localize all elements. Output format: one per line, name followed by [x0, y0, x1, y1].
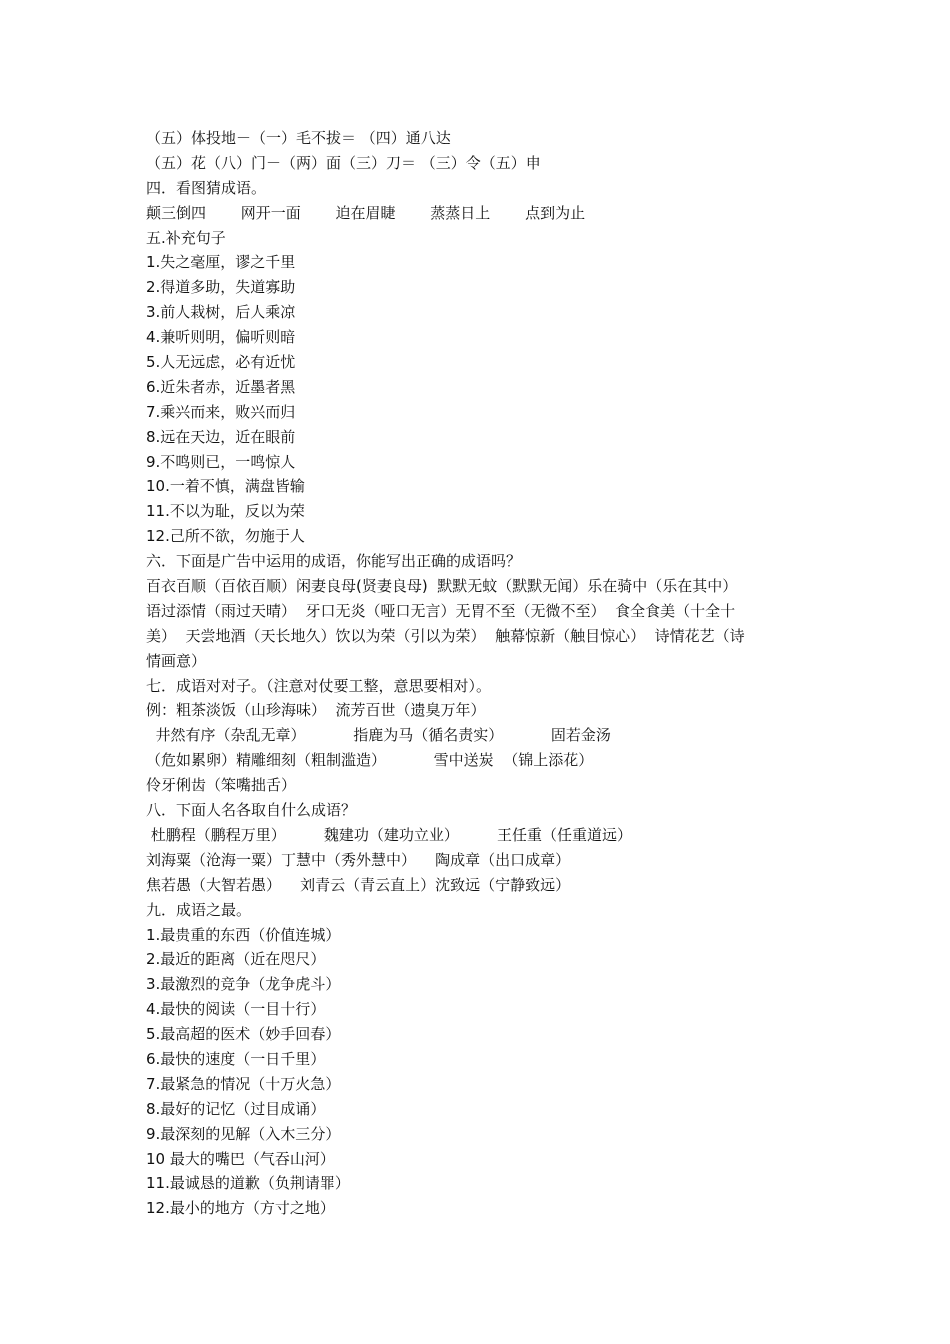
text-line: 4.最快的阅读（一目十行） [146, 1000, 326, 1019]
text-line: 3.前人栽树，后人乘凉 [146, 303, 296, 322]
text-line: 刘海粟（沧海一粟）丁慧中（秀外慧中） 陶成章（出口成章） [146, 850, 571, 869]
text-line: 4.兼听则明，偏听则暗 [146, 328, 296, 347]
text-line: 6.最快的速度（一日千里） [146, 1049, 326, 1068]
document-body [146, 126, 826, 1221]
text-line: 焦若愚（大智若愚） 刘青云（青云直上）沈致远（宁静致远） [146, 875, 571, 894]
text-line: 7.乘兴而来，败兴而归 [146, 402, 296, 421]
text-line: 5.最高超的医术（妙手回春） [146, 1025, 341, 1044]
text-line: 语过添情（雨过天晴） 牙口无炎（哑口无言）无胃不至（无微不至） 食全食美（十全十 [146, 601, 736, 620]
text-line: 2.得道多助，失道寡助 [146, 278, 296, 297]
text-line: 5.人无远虑，必有近忧 [146, 353, 296, 372]
text-line: 7.最紧急的情况（十万火急） [146, 1074, 341, 1093]
text-line: （五）花（八）门－（两）面（三）刀＝ （三）令（五）申 [146, 153, 541, 172]
text-line: 9.不鸣则已，一鸣惊人 [146, 452, 296, 471]
text-line: 2.最近的距离（近在咫尺） [146, 950, 326, 969]
text-line: 11.不以为耻，反以为荣 [146, 502, 305, 521]
text-line: 9.最深刻的见解（入木三分） [146, 1124, 341, 1143]
text-line: 6.近朱者赤，近墨者黑 [146, 377, 296, 396]
text-line: 杜鹏程（鹏程万里） 魏建功（建功立业） 王任重（任重道远） [146, 825, 633, 844]
text-line: 五.补充句子 [146, 228, 226, 247]
text-line: 伶牙俐齿（笨嘴拙舌） [146, 776, 297, 795]
text-line: 四．看图猜成语。 [146, 178, 267, 197]
text-line: 3.最激烈的竞争（龙争虎斗） [146, 975, 341, 994]
text-line: 例：粗茶淡饭（山珍海味） 流芳百世（遗臭万年） [146, 701, 486, 720]
text-line: 颠三倒四 网开一面 迫在眉睫 蒸蒸日上 点到为止 [146, 203, 586, 222]
text-line: 八．下面人名各取自什么成语？ [146, 801, 357, 820]
text-line: 1.失之毫厘，谬之千里 [146, 253, 296, 272]
text-line: 8.远在天边，近在眼前 [146, 427, 296, 446]
text-line: 8.最好的记忆（过目成诵） [146, 1099, 326, 1118]
text-line: 12.最小的地方（方寸之地） [146, 1199, 335, 1218]
text-line: 情画意） [146, 651, 207, 670]
text-line: 井然有序（杂乱无章） 指鹿为马（循名责实） 固若金汤 [146, 726, 611, 745]
text-line: 12.己所不欲，勿施于人 [146, 527, 305, 546]
text-line: 七．成语对对子。（注意对仗要工整，意思要相对）。 [146, 676, 492, 695]
text-line: （五）体投地－（一）毛不拔＝ （四）通八达 [146, 129, 451, 147]
text-line: （危如累卵）精雕细刻（粗制滥造） 雪中送炭 （锦上添花） [146, 751, 594, 770]
text-line: 10 最大的嘴巴（气吞山河） [146, 1149, 335, 1168]
text-line: 百衣百顺（百依百顺）闲妻良母(贤妻良母) 默默无蚊（默默无闻）乐在骑中（乐在其中） [146, 577, 738, 596]
text-line: 美） 天尝地酒（天长地久）饮以为荣（引以为荣） 触幕惊新（触目惊心） 诗情花艺（诗 [146, 626, 745, 645]
text-line: 九．成语之最。 [146, 900, 252, 919]
text-line: 1.最贵重的东西（价值连城） [146, 925, 341, 944]
text-line: 六．下面是广告中运用的成语，你能写出正确的成语吗？ [146, 552, 522, 571]
text-line: 10.一着不慎，满盘皆输 [146, 477, 305, 496]
text-line: 11.最诚恳的道歉（负荆请罪） [146, 1174, 350, 1193]
